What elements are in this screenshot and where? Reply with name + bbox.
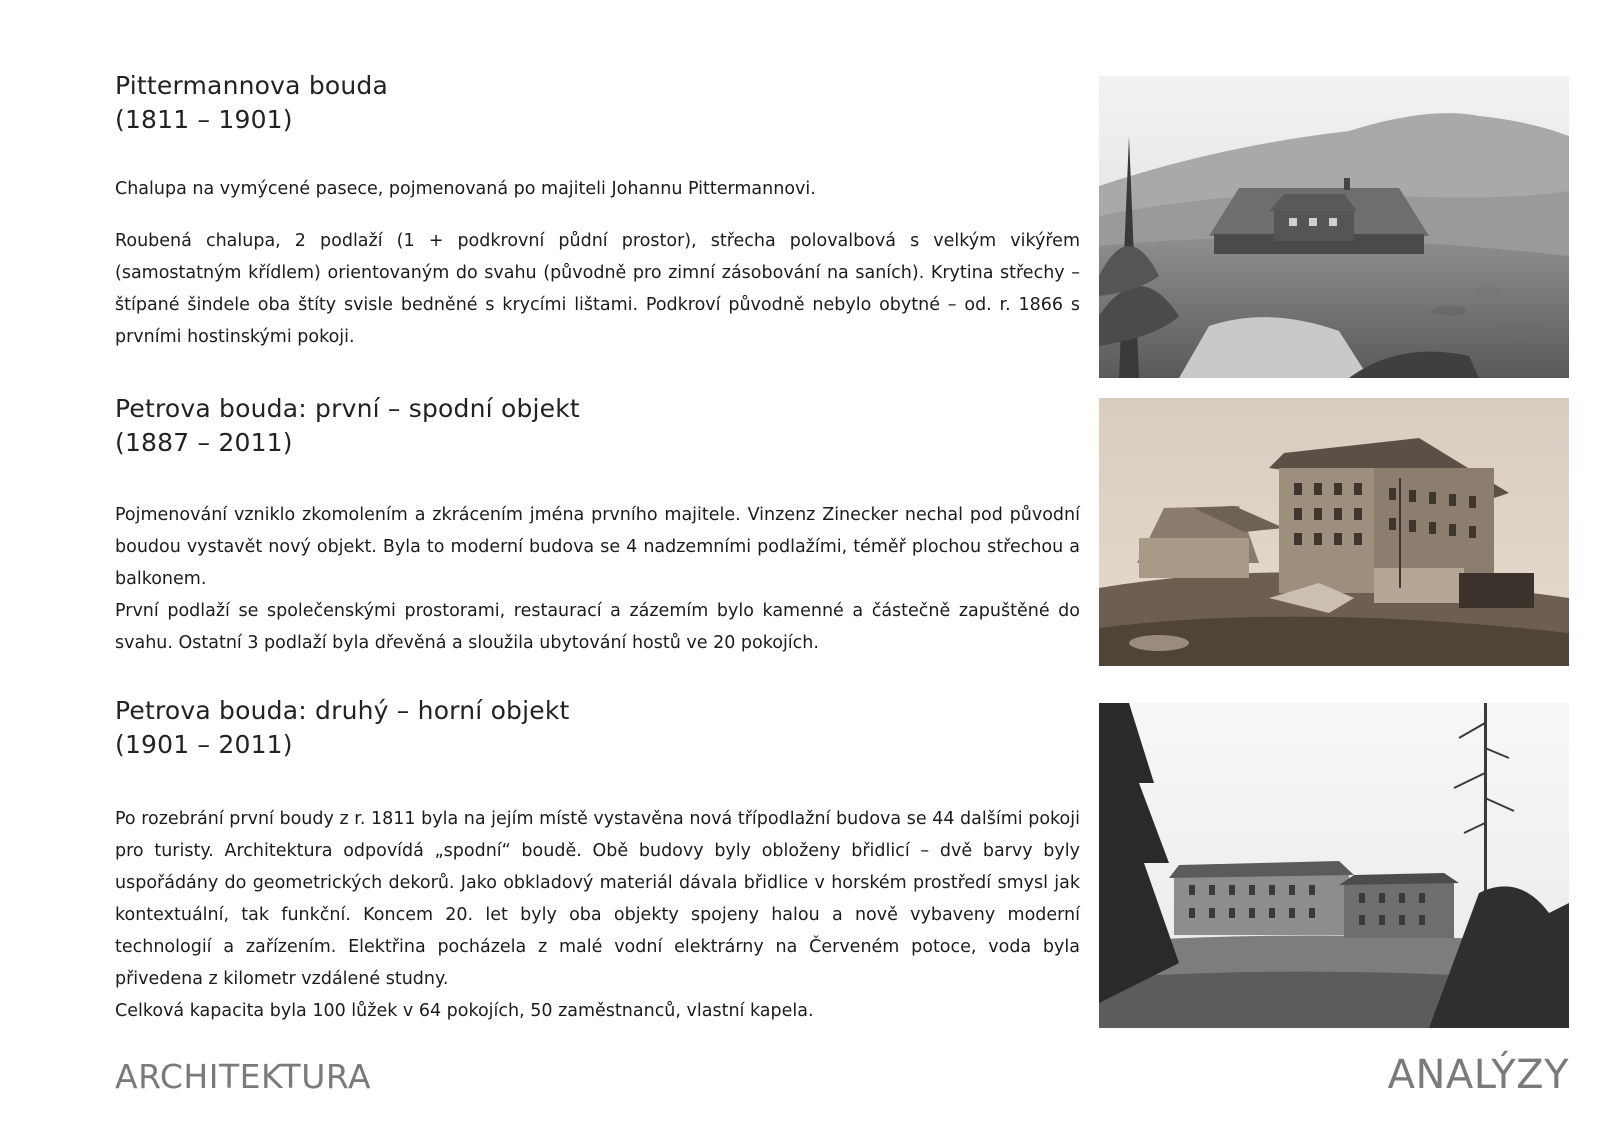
section-paragraph: Roubená chalupa, 2 podlaží (1 + podkrovní půdní prostor), střecha polovalbová s velkým vikýřem (samostatným křídlem) orientovaným do svahu (původně pro zimní zásobování na saních). Krytina střechy – štípané šindele oba štíty svisle bedněné s krycími lištami. Podkroví původně nebylo obytné – od. r. 1866 s prvními hostinskými pokoji. <box>115 231 1080 347</box>
section-title: Petrova bouda: první – spodní objekt <box>115 394 580 423</box>
photo-petrova-bouda-horni <box>1099 703 1569 1028</box>
section-paragraph: Pojmenování vzniklo zkomolením a zkrácením jména prvního majitele. Vinzenz Zinecker nechal pod původní boudou vystavět nový objekt. Byla to moderní budova se 4 nadzemními podlažími, téměř plochou střechou a balkonem. <box>115 505 1080 589</box>
section-pittermannova-bouda <box>115 69 1080 353</box>
section-petrova-bouda-spodni <box>115 392 1080 659</box>
section-years: (1887 – 2011) <box>115 428 293 457</box>
photo-petrova-bouda-spodni <box>1099 398 1569 666</box>
section-paragraph: Po rozebrání první boudy z r. 1811 byla na jejím místě vystavěna nová třípodlažní budova se 44 dalšími pokoji pro turisty. Architektura odpovídá „spodní“ boudě. Obě budovy byly obloženy břidlicí – dvě barvy byly uspořádány do geometrických dekorů. Jako obkladový materiál dávala břidlice v horském prostředí smysl jak kontextuální, tak funkční. Koncem 20. let byly oba objekty spojeny halou a nově vybaveny moderní technologií a zařízením. Elektřina pocházela z malé vodní elektrárny na Červeném potoce, voda byla přivedena z kilometr vzdálené studny. <box>115 809 1080 989</box>
section-years: (1811 – 1901) <box>115 105 293 134</box>
photo-pittermannova-bouda <box>1099 76 1569 378</box>
section-years: (1901 – 2011) <box>115 730 293 759</box>
section-paragraph: První podlaží se společenskými prostorami, restaurací a zázemím bylo kamenné a částečně zapuštěné do svahu. Ostatní 3 podlaží byla dřevěná a sloužila ubytování hostů ve 20 pokojích. <box>115 601 1080 653</box>
footer-section-label: ANALÝZY <box>1387 1052 1569 1098</box>
section-petrova-bouda-horni <box>115 694 1080 1027</box>
section-title: Petrova bouda: druhý – horní objekt <box>115 696 570 725</box>
section-title: Pittermannova bouda <box>115 71 389 100</box>
section-paragraph: Chalupa na vymýcené pasece, pojmenovaná po majiteli Johannu Pittermannovi. <box>115 179 816 199</box>
footer-category-label: ARCHITEKTURA <box>115 1057 372 1096</box>
section-paragraph: Celková kapacita byla 100 lůžek v 64 pokojích, 50 zaměstnanců, vlastní kapela. <box>115 1001 814 1021</box>
